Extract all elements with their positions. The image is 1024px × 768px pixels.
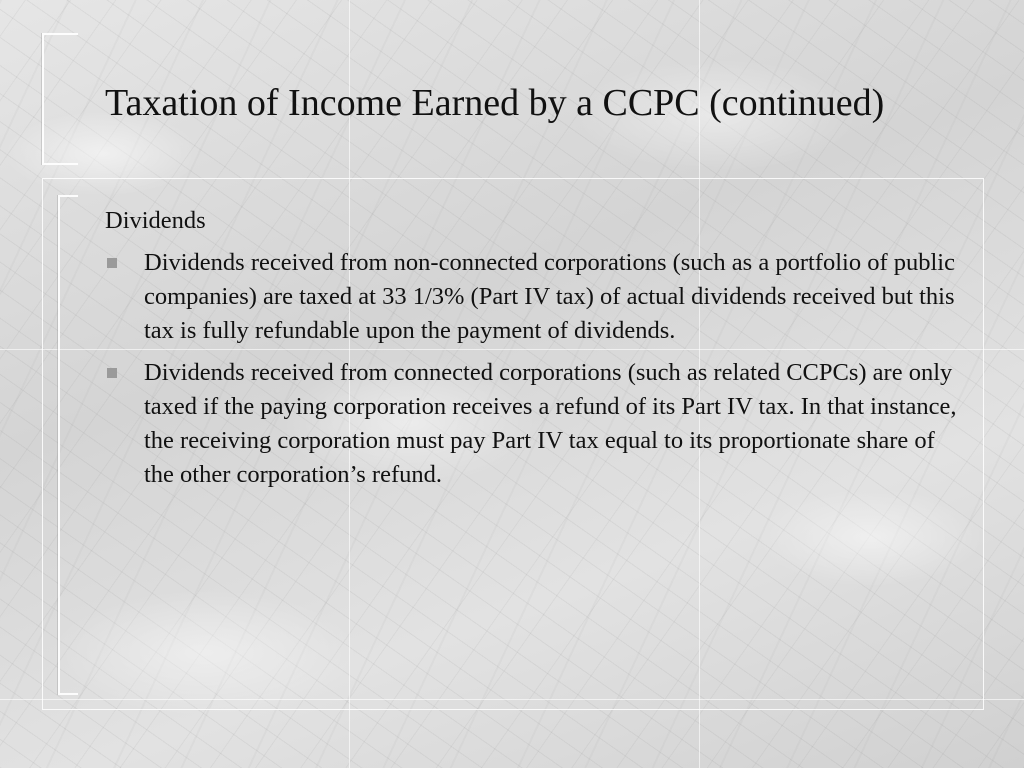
content-bracket-decoration	[58, 195, 78, 695]
slide-content	[105, 204, 965, 500]
bullet-text: Dividends received from connected corporations (such as related CCPCs) are only taxed if the paying corporation receives a refund of its Part IV tax. In that instance, the receiving corporation must pay Part IV tax equal to its proportionate share of the other corporation’s refund.	[144, 359, 957, 488]
square-bullet-icon	[107, 368, 117, 378]
title-bracket-decoration	[42, 33, 78, 165]
bullet-list	[105, 246, 965, 492]
section-heading: Dividends	[105, 207, 206, 234]
bullet-text: Dividends received from non-connected corporations (such as a portfolio of public companies) are taxed at 33 1/3% (Part IV tax) of actual dividends received but this tax is fully refundable upon the payment of dividends.	[144, 249, 955, 344]
list-item	[105, 356, 965, 492]
list-item	[105, 246, 965, 348]
square-bullet-icon	[107, 258, 117, 268]
slide-title: Taxation of Income Earned by a CCPC (continued)	[105, 82, 885, 124]
